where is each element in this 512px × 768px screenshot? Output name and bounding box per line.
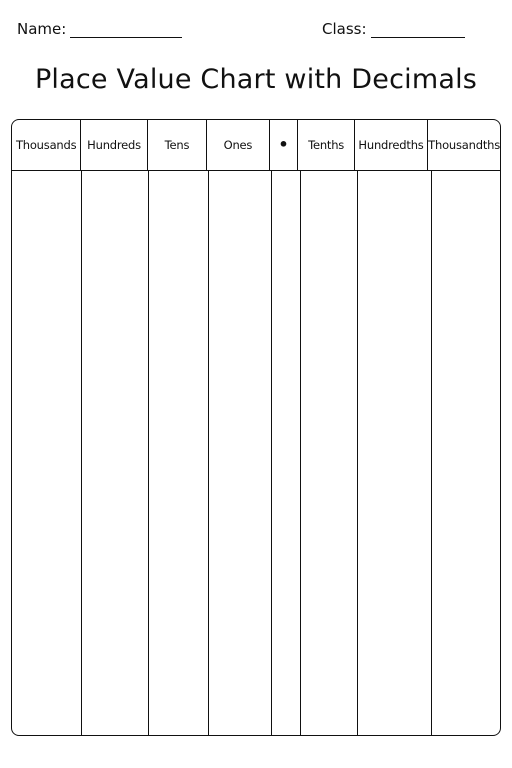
chart-body-row xyxy=(12,171,500,735)
header-tenths: Tenths xyxy=(298,120,354,170)
class-label: Class: xyxy=(322,20,367,38)
name-label: Name: xyxy=(17,20,67,38)
header-tens: Tens xyxy=(148,120,207,170)
cell-thousandths[interactable] xyxy=(432,171,500,735)
decimal-point-symbol: • xyxy=(270,120,299,170)
header-thousands: Thousands xyxy=(12,120,81,170)
cell-tenths[interactable] xyxy=(301,171,358,735)
cell-decimal-point xyxy=(272,171,301,735)
header-thousandths: Thousandths xyxy=(428,138,501,152)
cell-thousands[interactable] xyxy=(12,171,82,735)
header-ones: Ones xyxy=(207,120,269,170)
header-hundreds: Hundreds xyxy=(81,120,147,170)
class-field[interactable] xyxy=(322,20,465,38)
page-title: Place Value Chart with Decimals xyxy=(34,64,478,95)
cell-ones[interactable] xyxy=(209,171,272,735)
header-hundredths: Hundredths xyxy=(355,120,428,170)
class-blank-line[interactable] xyxy=(371,21,465,38)
name-blank-line[interactable] xyxy=(70,21,182,38)
chart-header-row xyxy=(12,120,500,171)
name-field[interactable] xyxy=(17,20,182,38)
cell-tens[interactable] xyxy=(149,171,209,735)
cell-hundreds[interactable] xyxy=(82,171,149,735)
cell-hundredths[interactable] xyxy=(358,171,432,735)
place-value-chart xyxy=(11,119,501,736)
